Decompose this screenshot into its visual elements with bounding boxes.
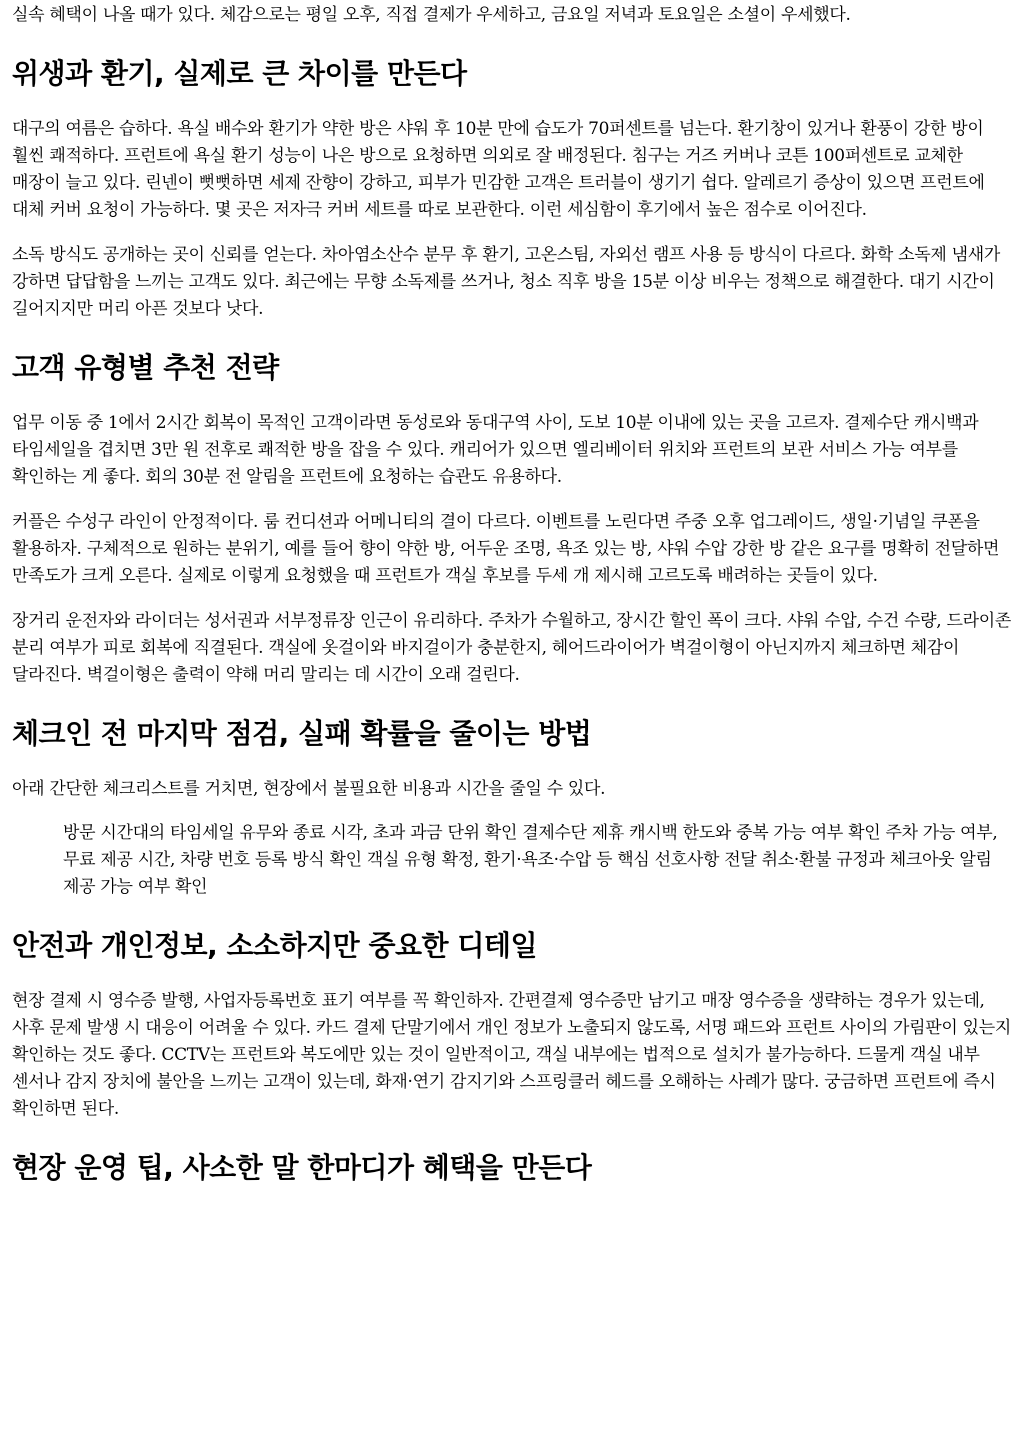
intro-paragraph-tail: 실속 혜택이 나올 때가 있다. 체감으로는 평일 오후, 직접 결제가 우세하고, 금요일 저녁과 토요일은 소셜이 우세했다. — [12, 5, 851, 25]
hygiene-paragraph-1: 대구의 여름은 습하다. 욕실 배수와 환기가 약한 방은 샤워 후 10분 만에 습도가 70퍼센트를 넘는다. 환기창이 있거나 환풍이 강한 방이 훨씬 쾌적하다. 프런트에 욕실 환기 성능이 나은 방으로 요청하면 의외로 잘 배정된다. 침구는 거즈 커버나 코튼 100퍼센트로 교체한 매장이 늘고 있다. 린넨이 뻣뻣하면 세제 잔향이 강하고, 피부가 민감한 고객은 트러블이 생기기 쉽다. 알레르기 증상이 있으면 프런트에 대체 커버 요청이 가능하다. 몇 곳은 저자극 커버 세트를 따로 보관한다. 이런 세심함이 후기에서 높은 점수로 이어진다. — [12, 119, 985, 220]
hygiene-paragraph-2: 소독 방식도 공개하는 곳이 신뢰를 얻는다. 차아염소산수 분무 후 환기, 고온스팀, 자외선 램프 사용 등 방식이 다르다. 화학 소독제 냄새가 강하면 답답함을 느끼는 고객도 있다. 최근에는 무향 소독제를 쓰거나, 청소 직후 방을 15분 이상 비우는 정책으로 해결한다. 대기 시간이 길어지지만 머리 아픈 것보다 낫다. — [12, 245, 1000, 319]
safety-privacy-paragraph: 현장 결제 시 영수증 발행, 사업자등록번호 표기 여부를 꼭 확인하자. 간편결제 영수증만 남기고 매장 영수증을 생략하는 경우가 있는데, 사후 문제 발생 시 대응이 어려울 수 있다. 카드 결제 단말기에서 개인 정보가 노출되지 않도록, 서명 패드와 프런트 사이의 가림판이 있는지 확인하는 것도 좋다. CCTV는 프런트와 복도에만 있는 것이 일반적이고, 객실 내부에는 법적으로 설치가 불가능하다. 드물게 객실 내부 센서나 감지 장치에 불안을 느끼는 고객이 있는데, 화재·연기 감지기와 스프링클러 헤드를 오해하는 사례가 많다. 궁금하면 프런트에 즉시 확인하면 된다. — [12, 991, 1011, 1119]
section-heading-field-tips: 현장 운영 팁, 사소한 말 한마디가 혜택을 만든다 — [12, 1151, 592, 1184]
customer-types-paragraph-1: 업무 이동 중 1에서 2시간 회복이 목적인 고객이라면 동성로와 동대구역 사이, 도보 10분 이내에 있는 곳을 고르자. 결제수단 캐시백과 타임세일을 겹치면 3만 원 전후로 쾌적한 방을 잡을 수 있다. 캐리어가 있으면 엘리베이터 위치와 프런트의 보관 서비스 가능 여부를 확인하는 게 좋다. 회의 30분 전 알림을 프런트에 요청하는 습관도 유용하다. — [12, 413, 979, 487]
customer-types-paragraph-3: 장거리 운전자와 라이더는 성서권과 서부정류장 인근이 유리하다. 주차가 수월하고, 장시간 할인 폭이 크다. 샤워 수압, 수건 수량, 드라이존 분리 여부가 피로 회복에 직결된다. 객실에 옷걸이와 바지걸이가 충분한지, 헤어드라이어가 벽걸이형이 아닌지까지 체크하면 체감이 달라진다. 벽걸이형은 출력이 약해 머리 말리는 데 시간이 오래 걸린다. — [12, 611, 1011, 685]
checkin-checklist: 방문 시간대의 타임세일 유무와 종료 시각, 초과 과금 단위 확인 결제수단 제휴 캐시백 한도와 중복 가능 여부 확인 주차 가능 여부, 무료 제공 시간, 차량 번호 등록 방식 확인 객실 유형 확정, 환기·욕조·수압 등 핵심 선호사항 전달 취소·환불 규정과 체크아웃 알림 제공 가능 여부 확인 — [63, 823, 998, 897]
section-heading-checkin-check: 체크인 전 마지막 점검, 실패 확률을 줄이는 방법 — [12, 717, 592, 750]
customer-types-paragraph-2: 커플은 수성구 라인이 안정적이다. 룸 컨디션과 어메니티의 결이 다르다. 이벤트를 노린다면 주중 오후 업그레이드, 생일·기념일 쿠폰을 활용하자. 구체적으로 원하는 분위기, 예를 들어 향이 약한 방, 어두운 조명, 욕조 있는 방, 샤워 수압 강한 방 같은 요구를 명확히 전달하면 만족도가 크게 오른다. 실제로 이렇게 요청했을 때 프런트가 객실 후보를 두세 개 제시해 고르도록 배려하는 곳들이 있다. — [12, 512, 1000, 586]
section-heading-safety-privacy: 안전과 개인정보, 소소하지만 중요한 디테일 — [12, 929, 537, 962]
section-heading-customer-types: 고객 유형별 추천 전략 — [12, 351, 279, 384]
checkin-intro-paragraph: 아래 간단한 체크리스트를 거치면, 현장에서 불필요한 비용과 시간을 줄일 수 있다. — [12, 779, 606, 799]
section-heading-hygiene: 위생과 환기, 실제로 큰 차이를 만든다 — [12, 57, 467, 90]
